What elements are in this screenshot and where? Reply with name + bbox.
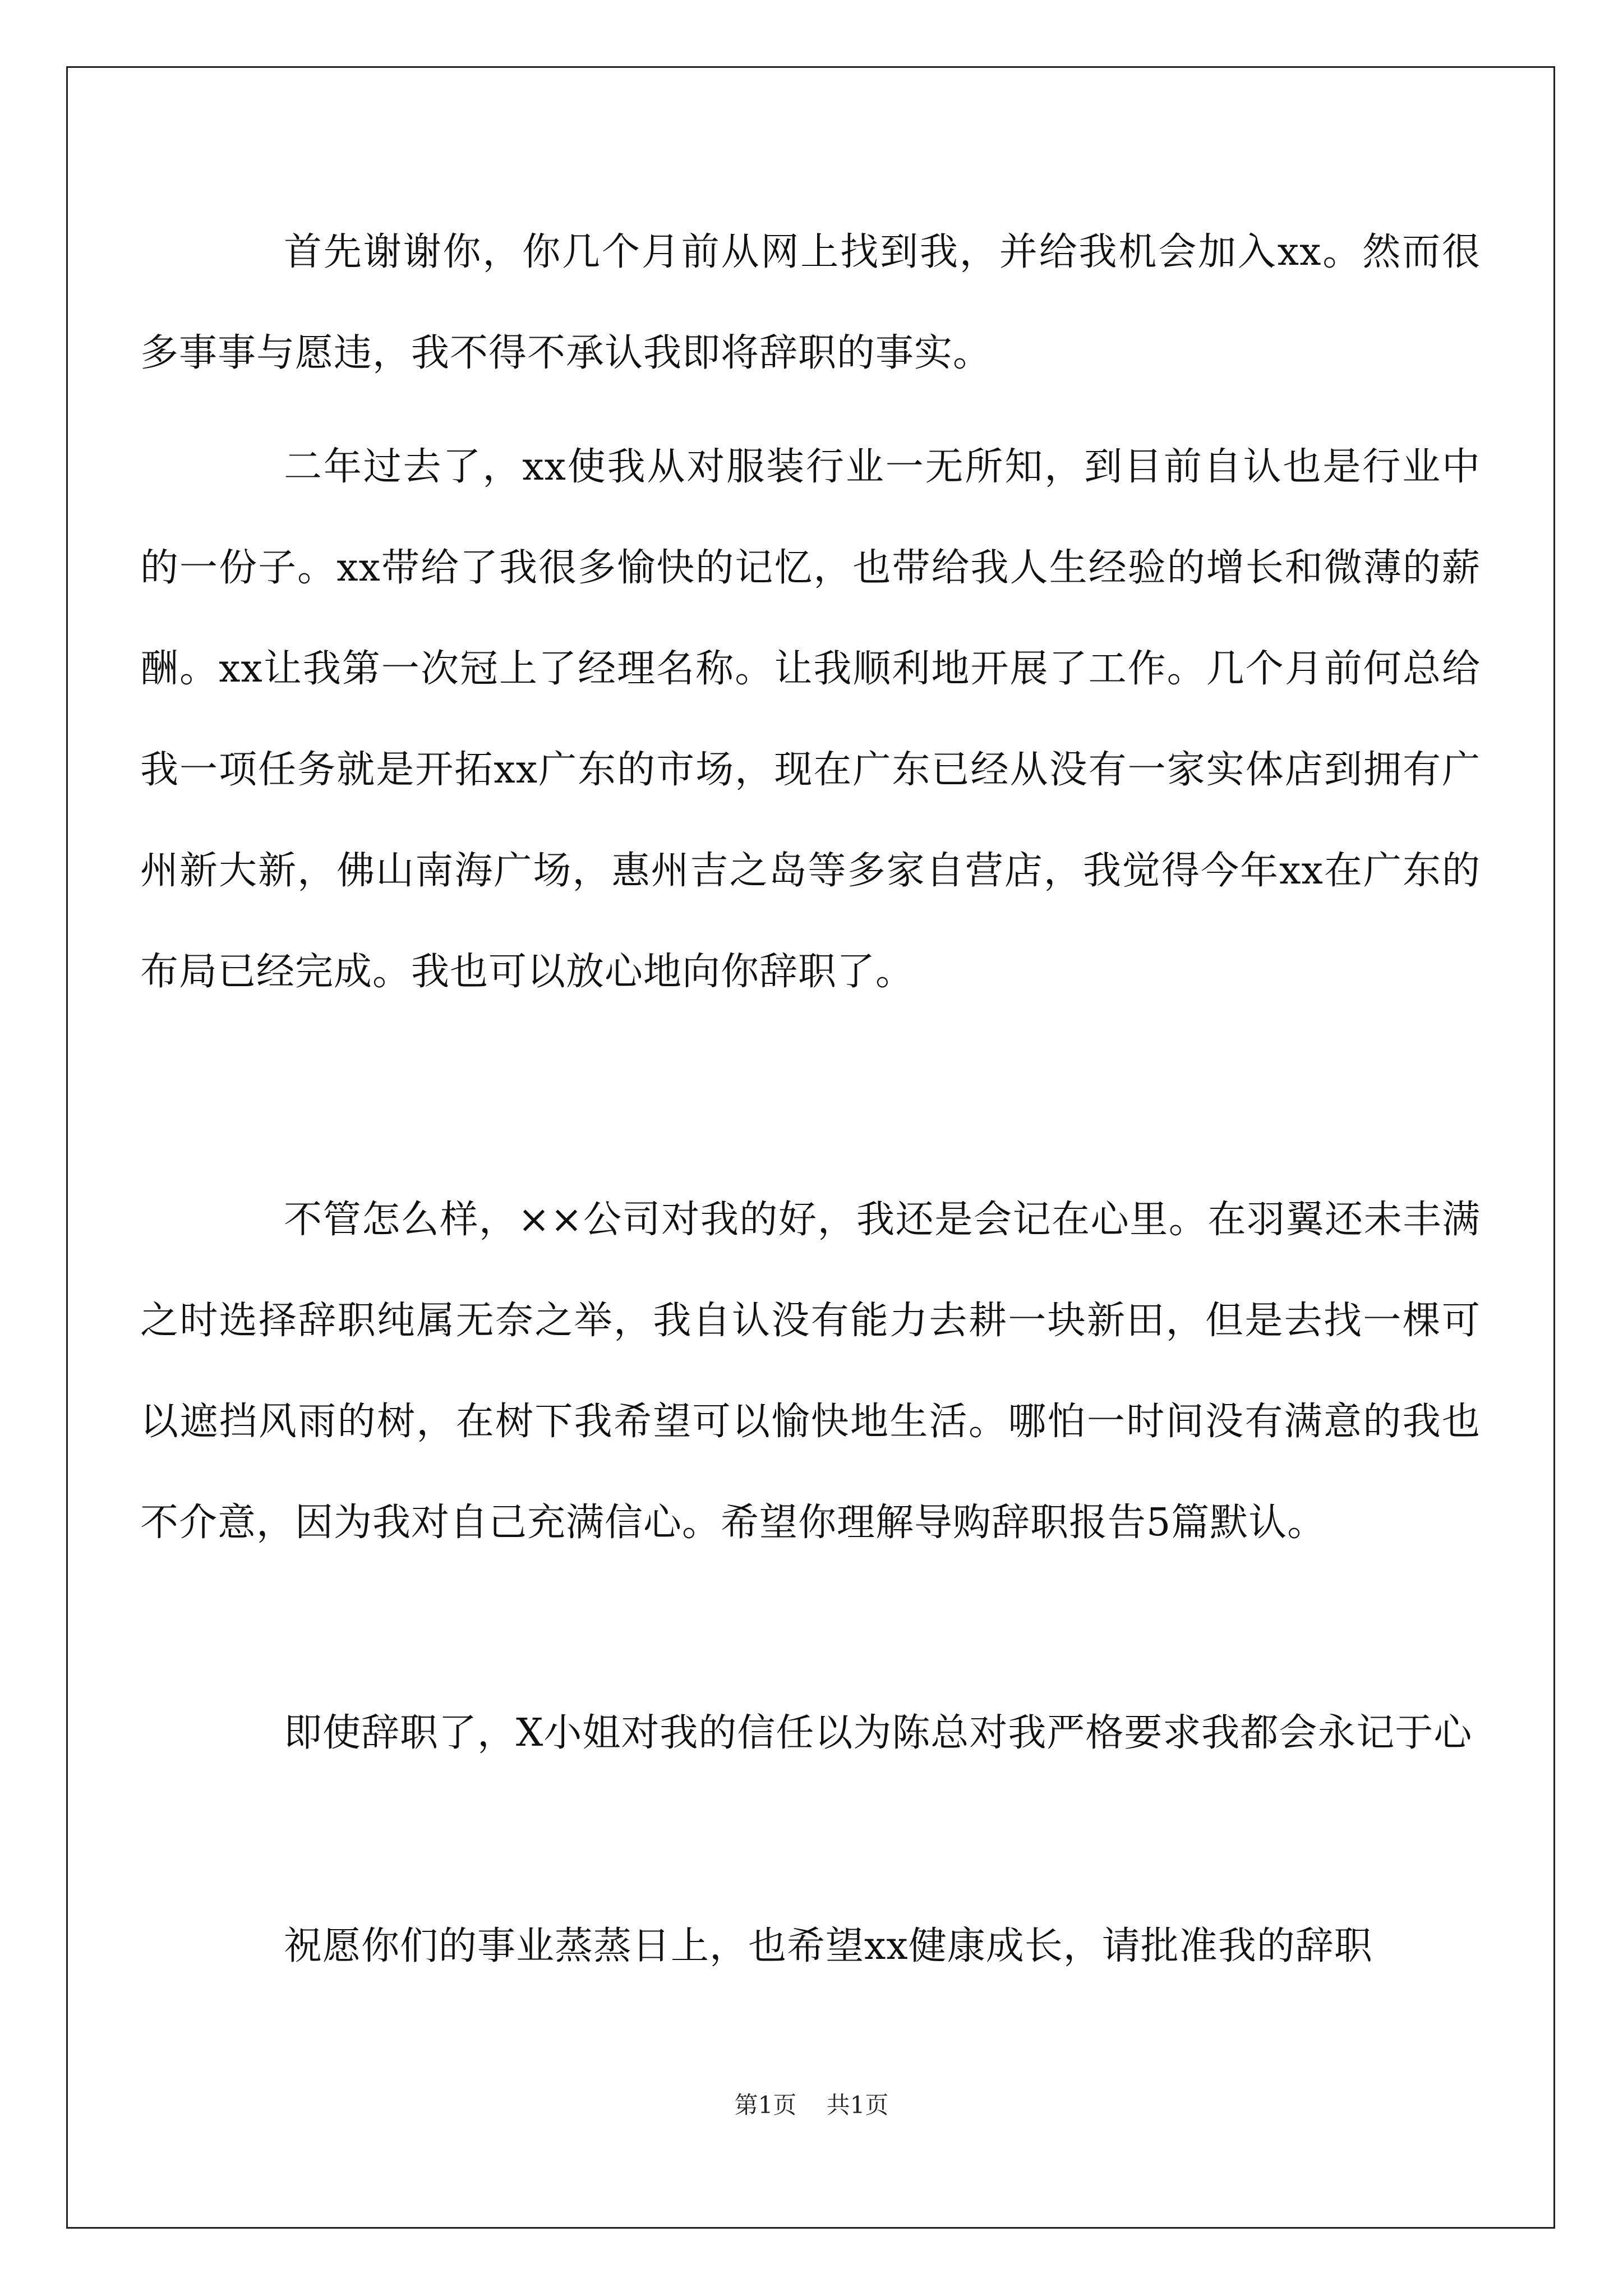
paragraph-3: 不管怎么样，××公司对我的好，我还是会记在心里。在羽翼还未丰满之时选择辞职纯属无奈之举，我自认没有能力去耕一块新田，但是去找一棵可以遮挡风雨的树，在树下我希望可以愉快地生活。哪怕一时间没有满意的我也不介意，因为我对自己充满信心。希望你理解导购辞职报告5篇默认。 bbox=[140, 1198, 1481, 1545]
page-number-total: 共1页 bbox=[826, 2091, 889, 2119]
paragraph-5: 祝愿你们的事业蒸蒸日上，也希望xx健康成长，请批准我的辞职 bbox=[284, 1924, 1373, 1968]
page-number-current: 第1页 bbox=[734, 2091, 797, 2119]
page-footer bbox=[0, 2087, 1623, 2120]
paragraph-1: 首先谢谢你，你几个月前从网上找到我，并给我机会加入xx。然而很多事事与愿违，我不得不承认我即将辞职的事实。 bbox=[140, 230, 1481, 375]
paragraph-4: 即使辞职了，X小姐对我的信任以为陈总对我严格要求我都会永记于心 bbox=[284, 1711, 1473, 1755]
paragraph-2: 二年过去了，xx使我从对服装行业一无所知，到目前自认也是行业中的一份子。xx带给了我很多愉快的记忆，也带给我人生经验的增长和微薄的薪酬。xx让我第一次冠上了经理名称。让我顺利地开展了工作。几个月前何总给我一项任务就是开拓xx广东的市场，现在广东已经从没有一家实体店到拥有广州新大新，佛山南海广场，惠州吉之岛等多家自营店，我觉得今年xx在广东的布局已经完成。我也可以放心地向你辞职了。 bbox=[140, 445, 1481, 994]
